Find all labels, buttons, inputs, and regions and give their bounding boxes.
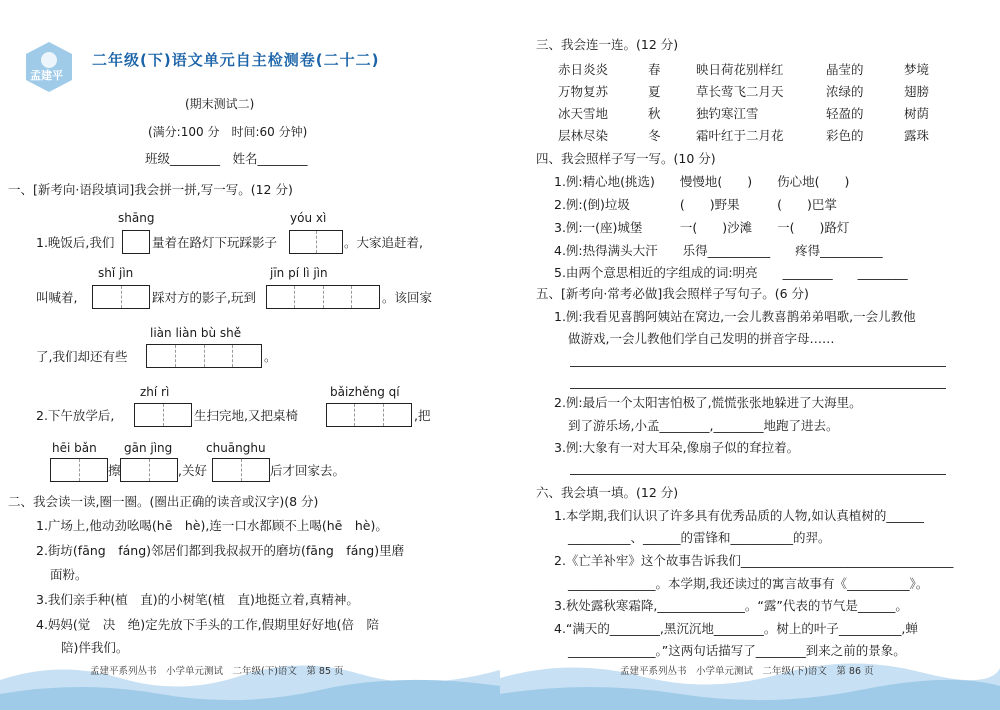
pinyin: zhí rì xyxy=(140,385,170,399)
pinyin: shāng xyxy=(118,211,155,225)
text-line: 量着在路灯下玩踩影子 xyxy=(152,235,278,250)
match-item[interactable]: 冰天雪地 xyxy=(558,106,609,121)
example-text: 1.例:我看见喜鹊阿姨站在窝边,一会儿教喜鹊弟弟唱歌,一会儿教他 xyxy=(554,309,916,324)
question-item: ______________。”这两句话描写了________到来之前的景象。 xyxy=(568,643,906,658)
example-text: 2.例:最后一个太阳害怕极了,慌慌张张地躲进了大海里。 xyxy=(554,395,862,410)
example-text: 3.例:大象有一对大耳朵,像扇子似的耷拉着。 xyxy=(554,440,800,455)
text-line: 。大家追赶着, xyxy=(344,235,423,250)
question-item: 陪)伴我们。 xyxy=(36,640,129,655)
question-item: 3.我们亲手种(植 直)的小树笔(植 直)地挺立着,真精神。 xyxy=(36,592,359,607)
logo-text: 孟建平 xyxy=(30,69,63,82)
decorative-wave-footer xyxy=(0,650,500,710)
answer-grid[interactable] xyxy=(134,403,192,427)
question-item: ______________。本学期,我还读过的寓言故事有《__________》。 xyxy=(568,576,929,591)
pinyin: chuānghu xyxy=(206,441,266,455)
pinyin: bǎizhěng qí xyxy=(330,385,400,399)
class-name-field: 班级________ 姓名________ xyxy=(145,151,308,166)
match-item[interactable]: 彩色的 xyxy=(826,128,864,143)
page-footer: 孟建平系列丛书 小学单元测试 二年级(下)语文 第 85 页 xyxy=(90,666,344,677)
section4-heading: 四、我会照样子写一写。(10 分) xyxy=(536,151,716,166)
question-item: 2.街坊(fāng fáng)邻居们都到我叔叔开的磨坊(fāng fáng)里磨 xyxy=(36,543,405,558)
text-line: 擦 xyxy=(108,463,121,478)
answer-line[interactable] xyxy=(570,474,946,475)
question-item: 1.本学期,我们认识了许多具有优秀品质的人物,如认真植树的______ xyxy=(554,508,924,523)
pinyin: hēi bǎn xyxy=(52,441,97,455)
section3-heading: 三、我会连一连。(12 分) xyxy=(536,37,679,52)
section6-heading: 六、我会填一填。(12 分) xyxy=(536,485,679,500)
section1-heading: 一、[新考向·语段填词]我会拼一拼,写一写。(12 分) xyxy=(8,182,293,197)
answer-grid[interactable] xyxy=(122,230,150,254)
question-item: 4.例:热得满头大汗 乐得__________ 疼得__________ xyxy=(554,243,883,258)
decorative-wave-footer xyxy=(500,650,1000,710)
match-item[interactable]: 露珠 xyxy=(904,128,930,143)
match-item[interactable]: 梦境 xyxy=(904,62,930,77)
question-item: 2.例:(倒)垃圾 ( )野果 ( )巴掌 xyxy=(554,197,837,212)
text-line: 叫喊着, xyxy=(36,290,78,305)
question-item: 3.例:一(座)城堡 一( )沙滩 一( )路灯 xyxy=(554,220,850,235)
question-item: 3.秋处露秋寒霜降,______________。“露”代表的节气是______。 xyxy=(554,598,908,613)
question-item: 1.广场上,他动劲吆喝(hē hè),连一口水都顾不上喝(hē hè)。 xyxy=(36,518,388,533)
match-item[interactable]: 冬 xyxy=(648,128,661,143)
answer-grid[interactable] xyxy=(326,403,412,427)
example-text: 做游戏,一会儿教他们学自己发明的拼音字母…… xyxy=(568,331,835,346)
text-line: ,把 xyxy=(414,408,431,423)
subtitle: (期末测试二) xyxy=(185,97,255,111)
pinyin: jīn pí lì jìn xyxy=(270,266,328,280)
section5-heading: 五、[新考向·常考必做]我会照样子写句子。(6 分) xyxy=(536,286,809,301)
question-item: 面粉。 xyxy=(50,567,88,582)
match-item[interactable]: 春 xyxy=(648,62,661,77)
match-item[interactable]: 独钓寒江雪 xyxy=(696,106,759,121)
text-line: 1.晚饭后,我们 xyxy=(36,235,115,250)
section2-heading: 二、我会读一读,圈一圈。(圈出正确的读音或汉字)(8 分) xyxy=(8,494,319,509)
match-item[interactable]: 草长莺飞二月天 xyxy=(696,84,784,99)
pinyin: liàn liàn bù shě xyxy=(150,326,242,340)
match-item[interactable]: 树荫 xyxy=(904,106,930,121)
answer-line[interactable] xyxy=(570,366,946,367)
text-line: 2.下午放学后, xyxy=(36,408,115,423)
match-item[interactable]: 映日荷花别样红 xyxy=(696,62,784,77)
text-line: 踩对方的影子,玩到 xyxy=(152,290,256,305)
right-page xyxy=(500,0,1000,710)
pinyin: yóu xì xyxy=(290,211,327,225)
match-item[interactable]: 赤日炎炎 xyxy=(558,62,609,77)
match-item[interactable]: 层林尽染 xyxy=(558,128,609,143)
answer-line[interactable] xyxy=(570,388,946,389)
match-item[interactable]: 霜叶红于二月花 xyxy=(696,128,784,143)
answer-grid[interactable] xyxy=(146,344,262,368)
question-item: 1.例:精心地(挑选) 慢慢地( ) 伤心地( ) xyxy=(554,174,850,189)
answer-grid[interactable] xyxy=(50,458,108,482)
page-footer: 孟建平系列丛书 小学单元测试 二年级(下)语文 第 86 页 xyxy=(620,666,874,677)
text-line: 后才回家去。 xyxy=(270,463,346,478)
match-item[interactable]: 晶莹的 xyxy=(826,62,864,77)
answer-grid[interactable] xyxy=(212,458,270,482)
pinyin: shǐ jìn xyxy=(98,266,134,280)
score-time: (满分:100 分 时间:60 分钟) xyxy=(148,125,308,139)
question-item: __________、______的雷锋和__________的羿。 xyxy=(568,530,831,545)
text-line: 。该回家 xyxy=(382,290,433,305)
brand-logo-icon xyxy=(22,40,76,94)
match-item[interactable]: 秋 xyxy=(648,106,661,121)
match-item[interactable]: 浓绿的 xyxy=(826,84,864,99)
pinyin: gān jìng xyxy=(124,441,173,455)
answer-grid[interactable] xyxy=(92,285,150,309)
answer-grid[interactable] xyxy=(289,230,343,254)
match-item[interactable]: 轻盈的 xyxy=(826,106,864,121)
text-line: 生扫完地,又把桌椅 xyxy=(194,408,298,423)
question-item: 4.“满天的________,黑沉沉地________。树上的叶子__________,蝉 xyxy=(554,621,918,636)
answer-grid[interactable] xyxy=(120,458,178,482)
question-item: 5.由两个意思相近的字组成的词:明亮 ________ ________ xyxy=(554,265,908,280)
match-item[interactable]: 夏 xyxy=(648,84,661,99)
page-title: 二年级(下)语文单元自主检测卷(二十二) xyxy=(92,51,380,69)
example-text: 到了游乐场,小孟________,________地跑了进去。 xyxy=(568,418,839,433)
text-line: 。 xyxy=(264,349,277,364)
match-item[interactable]: 翅膀 xyxy=(904,84,930,99)
match-item[interactable]: 万物复苏 xyxy=(558,84,609,99)
question-item: 4.妈妈(觉 决 绝)定先放下手头的工作,假期里好好地(倍 陪 xyxy=(36,617,380,632)
text-line: 了,我们却还有些 xyxy=(36,349,128,364)
answer-grid[interactable] xyxy=(266,285,380,309)
question-item: 2.《亡羊补牢》这个故事告诉我们__________________________________ xyxy=(554,553,954,568)
text-line: ,关好 xyxy=(178,463,207,478)
